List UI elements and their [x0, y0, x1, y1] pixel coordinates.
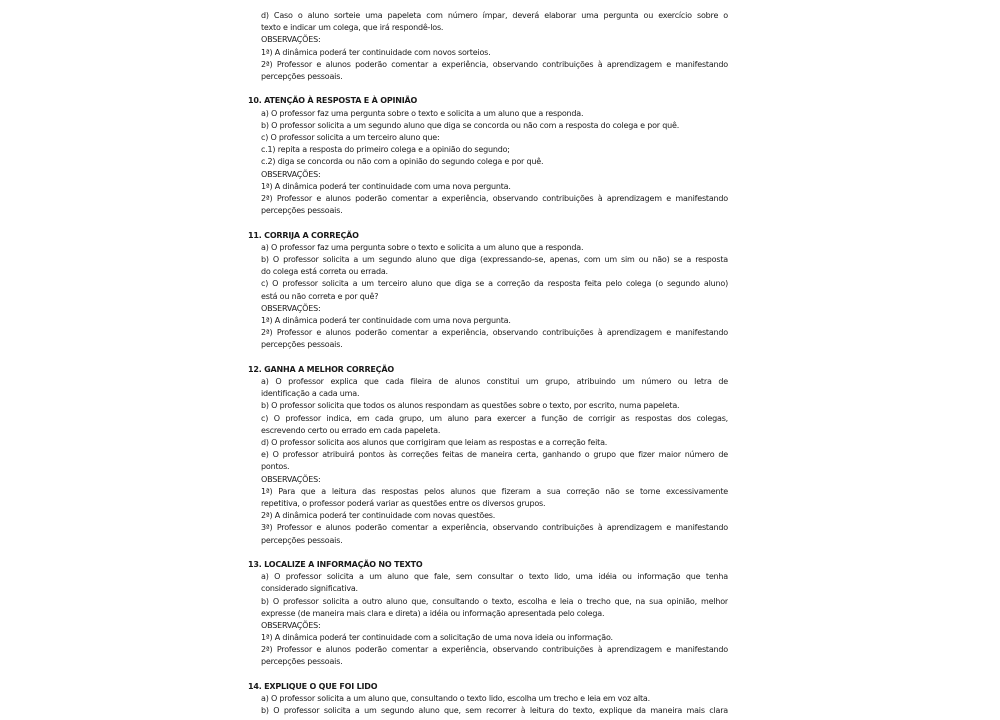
- text-line: 1ª) A dinâmica poderá ter continuidade com novos sorteios.: [261, 47, 491, 57]
- text-line: percepções pessoais.: [261, 340, 343, 350]
- text-line: percepções pessoais.: [261, 206, 343, 216]
- text-line: OBSERVAÇÕES:: [261, 474, 321, 484]
- text-line: 2ª) Professor e alunos poderão comentar a experiência, observando contribuições à aprendizagem e manifestando: [261, 328, 728, 338]
- text-line: c.1) repita a resposta do primeiro colega e a opinião do segundo;: [261, 145, 510, 155]
- section-heading: 13. LOCALIZE A INFORMAÇÃO NO TEXTO: [248, 559, 423, 569]
- section-13: [248, 559, 728, 669]
- text-line: 1ª) A dinâmica poderá ter continuidade com uma nova pergunta.: [261, 181, 511, 191]
- text-line: OBSERVAÇÕES:: [261, 35, 321, 45]
- text-line: a) O professor solicita a um aluno que, consultando o texto lido, escolha um trecho e leia em voz alta.: [261, 694, 650, 704]
- text-line: OBSERVAÇÕES:: [261, 169, 321, 179]
- text-line: 1ª) Para que a leitura das respostas pelos alunos que fizeram a sua correção não se torne excessivamente: [261, 486, 728, 496]
- text-line: expresse (de maneira mais clara e direta) a idéia ou informação apresentada pelo colega.: [261, 608, 605, 618]
- section-11: [248, 230, 728, 352]
- text-line: b) O professor solicita a um segundo aluno que diga se concorda ou não com a resposta do colega e por quê.: [261, 120, 680, 130]
- section-heading: 10. ATENÇÃO À RESPOSTA E À OPINIÃO: [248, 96, 418, 106]
- text-line: texto e indicar um colega, que irá respondê-los.: [261, 23, 444, 33]
- document-page: [248, 10, 728, 717]
- text-line: d) O professor solicita aos alunos que corrigiram que leiam as respostas e a correção feita.: [261, 437, 608, 447]
- text-line: a) O professor solicita a um aluno que fale, sem consultar o texto lido, uma idéia ou informação que tenha: [261, 572, 728, 582]
- section-12: [248, 364, 728, 547]
- text-line: identificação a cada uma.: [261, 389, 360, 399]
- text-line: repetitiva, o professor poderá variar as questões entre os diversos grupos.: [261, 498, 546, 508]
- text-line: 2ª) A dinâmica poderá ter continuidade com novas questões.: [261, 511, 496, 521]
- text-line: c) O professor solicita a um terceiro aluno que diga se a correção da resposta feita pelo colega (o segundo aluno): [261, 279, 728, 289]
- text-line: está ou não correta e por quê?: [261, 291, 379, 301]
- text-line: 3ª) Professor e alunos poderão comentar a experiência, observando contribuições à aprendizagem e manifestando: [261, 523, 728, 533]
- text-line: OBSERVAÇÕES:: [261, 620, 321, 630]
- text-line: 2ª) Professor e alunos poderão comentar a experiência, observando contribuições à aprendizagem e manifestando: [261, 59, 728, 69]
- text-line: pontos.: [261, 462, 290, 472]
- text-line: a) O professor faz uma pergunta sobre o texto e solicita a um aluno que a responda.: [261, 108, 584, 118]
- text-line: c) O professor indica, em cada grupo, um aluno para exercer a função de corrigir as respostas dos colegas,: [261, 413, 728, 423]
- text-line: 2ª) Professor e alunos poderão comentar a experiência, observando contribuições à aprendizagem e manifestando: [261, 645, 728, 655]
- text-line: a) O professor faz uma pergunta sobre o texto e solicita a um aluno que a responda.: [261, 242, 584, 252]
- text-line: b) O professor solicita que todos os alunos respondam as questões sobre o texto, por escrito, numa papeleta.: [261, 401, 680, 411]
- text-line: d) Caso o aluno sorteie uma papeleta com número ímpar, deverá elaborar uma pergunta ou exercício sobre o: [261, 11, 728, 20]
- text-line: e) O professor atribuirá pontos às correções feitas de maneira certa, ganhando o grupo que fizer maior número de: [261, 450, 728, 460]
- section-heading: 12. GANHA A MELHOR CORREÇÃO: [248, 364, 394, 374]
- section-heading: 14. EXPLIQUE O QUE FOI LIDO: [248, 681, 378, 691]
- text-line: b) O professor solicita a um segundo aluno que diga (expressando-se, apenas, com um sim ou não) se a resposta: [261, 254, 728, 264]
- intro-block: [261, 10, 728, 83]
- text-line: escrevendo certo ou errado em cada papeleta.: [261, 425, 441, 435]
- text-line: OBSERVAÇÕES:: [261, 303, 321, 313]
- text-line: c.2) diga se concorda ou não com a opinião do segundo colega e por quê.: [261, 157, 544, 167]
- section-heading: 11. CORRIJA A CORREÇÃO: [248, 230, 359, 240]
- text-line: a) O professor explica que cada fileira de alunos constitui um grupo, atribuindo um número ou letra de: [261, 376, 728, 386]
- section-14: [248, 681, 728, 718]
- section-10: [248, 95, 728, 217]
- text-line: 2ª) Professor e alunos poderão comentar a experiência, observando contribuições à aprendizagem e manifestando: [261, 194, 728, 203]
- text-line: b) O professor solicita a um segundo aluno que, sem recorrer à leitura do texto, explique da maneira mais clara: [261, 706, 728, 716]
- text-line: considerado significativa.: [261, 584, 358, 594]
- text-line: percepções pessoais.: [261, 657, 343, 667]
- text-line: c) O professor solicita a um terceiro aluno que:: [261, 132, 440, 142]
- text-line: percepções pessoais.: [261, 535, 343, 545]
- text-line: 1ª) A dinâmica poderá ter continuidade com uma nova pergunta.: [261, 315, 511, 325]
- text-line: b) O professor solicita a outro aluno que, consultando o texto, escolha e leia o trecho que, na sua opinião, melhor: [261, 596, 728, 606]
- text-line: percepções pessoais.: [261, 71, 343, 81]
- text-line: do colega está correta ou errada.: [261, 267, 388, 277]
- text-line: 1ª) A dinâmica poderá ter continuidade com a solicitação de uma nova ideia ou informação.: [261, 633, 613, 643]
